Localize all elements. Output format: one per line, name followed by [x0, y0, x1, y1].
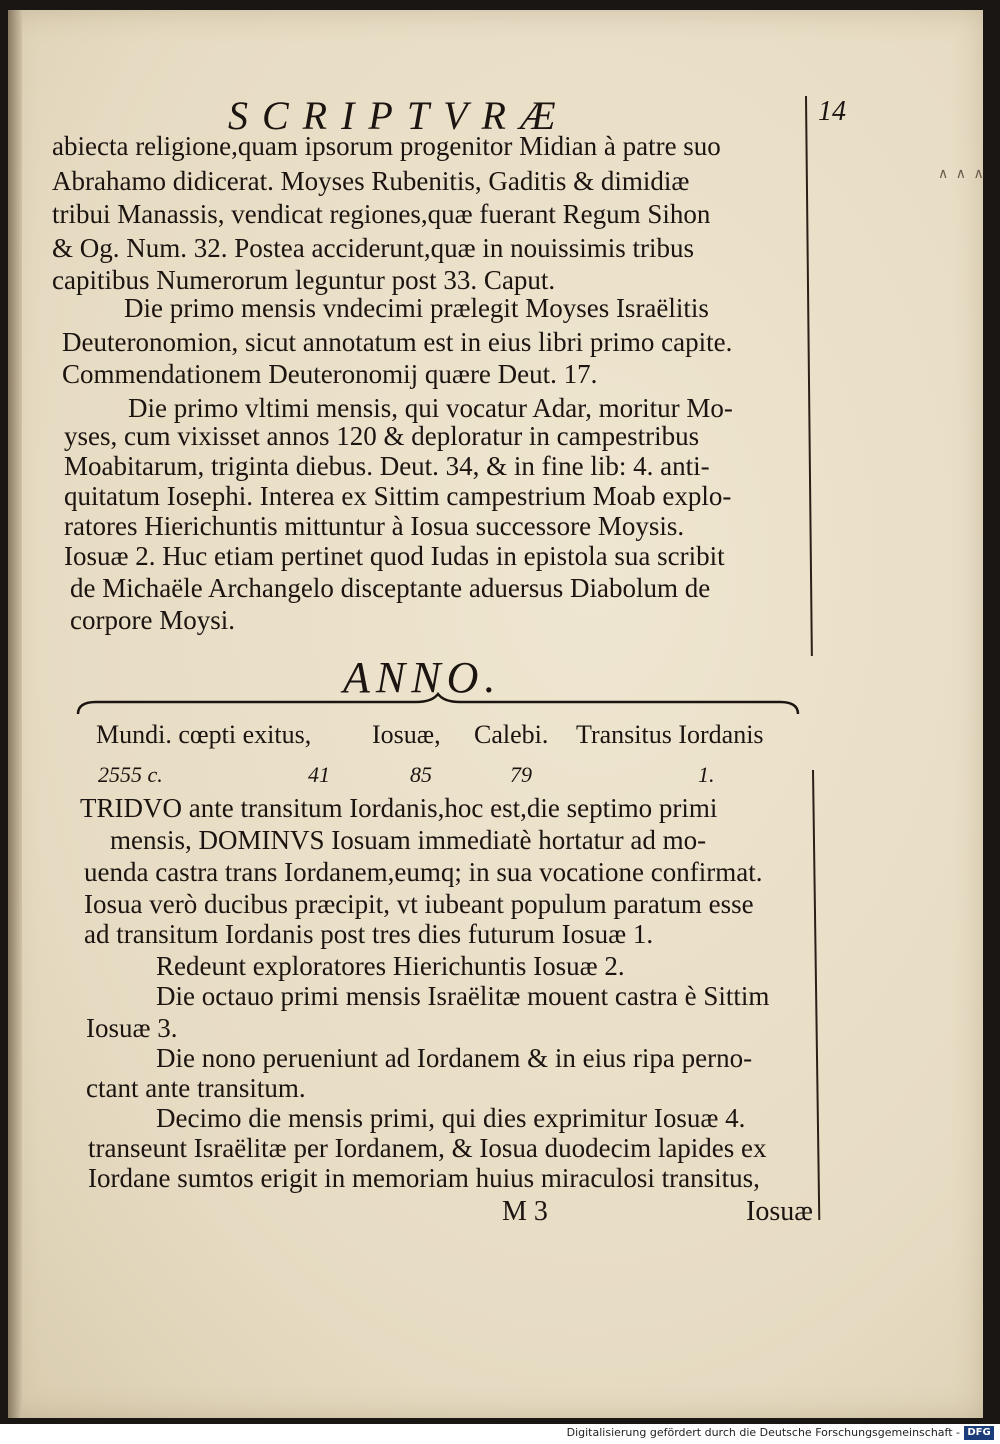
text-line-dropcap: TRIDVO ante transitum Iordanis,hoc est,die septimo primi [80, 793, 718, 823]
text-line: ctant ante transitum. [86, 1073, 306, 1103]
text-line: capitibus Numerorum leguntur post 33. Caput. [52, 265, 556, 295]
table-header-transitus: Transitus Iordanis [576, 720, 764, 749]
text-line: Redeunt exploratores Hierichuntis Iosuæ 2. [156, 951, 625, 981]
text-line: transeunt Israëlitæ per Iordanem, & Iosua duodecim lapides ex [88, 1133, 767, 1163]
text-line: uenda castra trans Iordanem,eumq; in sua vocatione confirmat. [84, 857, 763, 887]
text-line: Die primo vltimi mensis, qui vocatur Adar, moritur Mo- [128, 393, 733, 423]
page-spine-edge [8, 10, 22, 1418]
text-line: Abrahamo didicerat. Moyses Rubenitis, Gaditis & dimidiæ [52, 166, 690, 196]
catchword: Iosuæ [746, 1196, 813, 1227]
text-line: Iosua verò ducibus præcipit, vt iubeant populum paratum esse [84, 889, 754, 919]
footer-credit: Digitalisierung gefördert durch die Deutsche Forschungsgemeinschaft - [566, 1426, 960, 1439]
digitization-footer [0, 1424, 1000, 1444]
text-line: Iosuæ 3. [86, 1013, 178, 1043]
curly-brace-ornament [76, 692, 800, 716]
table-value-calebi: 85 [410, 762, 432, 787]
table-value-exitus: 79 [510, 762, 532, 787]
text-line: Decimo die mensis primi, qui dies exprimitur Iosuæ 4. [156, 1103, 746, 1133]
anno-heading: ANNO. [343, 653, 502, 702]
text-line: Iosuæ 2. Huc etiam pertinet quod Iudas in epistola sua scribit [64, 541, 725, 571]
folio-number: 14 [818, 96, 846, 127]
text-line: Commendationem Deuteronomij quære Deut. 17. [62, 359, 598, 389]
text-line: yses, cum vixisset annos 120 & deploratur in campestribus [64, 421, 700, 451]
text-line: ad transitum Iordanis post tres dies futurum Iosuæ 1. [84, 919, 654, 949]
table-header-calebi: Calebi. [474, 720, 549, 749]
signature-mark: M 3 [502, 1196, 548, 1227]
text-line: tribui Manassis, vendicat regiones,quæ fuerant Regum Sihon [52, 199, 711, 229]
table-value-mundi: 2555 c. [98, 762, 163, 787]
text-line: ratores Hierichuntis mittuntur à Iosua successore Moysis. [64, 511, 685, 541]
table-header-mundi: Mundi. cœpti exitus, [96, 720, 312, 749]
text-line: & Og. Num. 32. Postea acciderunt,quæ in nouissimis tribus [52, 233, 694, 263]
table-value-transitus: 1. [698, 762, 715, 787]
table-value-iosuae: 41 [308, 762, 330, 787]
text-line: Die primo mensis vndecimi prælegit Moyses Israëlitis [124, 293, 709, 323]
dfg-logo: DFG [964, 1426, 994, 1440]
text-line: mensis, DOMINVS Iosuam immediatè hortatur ad mo- [110, 825, 707, 855]
text-line: Deuteronomion, sicut annotatum est in eius libri primo capite. [62, 327, 733, 357]
text-line: Die octauo primi mensis Israëlitæ mouent castra è Sittim [156, 981, 770, 1011]
text-line: Iordane sumtos erigit in memoriam huius miraculosi transitus, [88, 1163, 760, 1193]
text-line: abiecta religione,quam ipsorum progenitor Midian à patre suo [52, 131, 721, 161]
text-line: de Michaële Archangelo disceptante aduersus Diabolum de [70, 573, 711, 603]
running-head: SCRIPTVRÆ [228, 93, 570, 138]
text-line: quitatum Iosephi. Interea ex Sittim campestrium Moab explo- [64, 481, 732, 511]
text-line: Die nono perueniunt ad Iordanem & in eius ripa perno- [156, 1043, 753, 1073]
margin-mark: ∧ ∧ ∧ [938, 167, 986, 182]
text-line: corpore Moysi. [70, 605, 235, 635]
text-line: Moabitarum, triginta diebus. Deut. 34, & in fine lib: 4. anti- [64, 451, 710, 481]
table-header-iosuae: Iosuæ, [372, 720, 441, 749]
